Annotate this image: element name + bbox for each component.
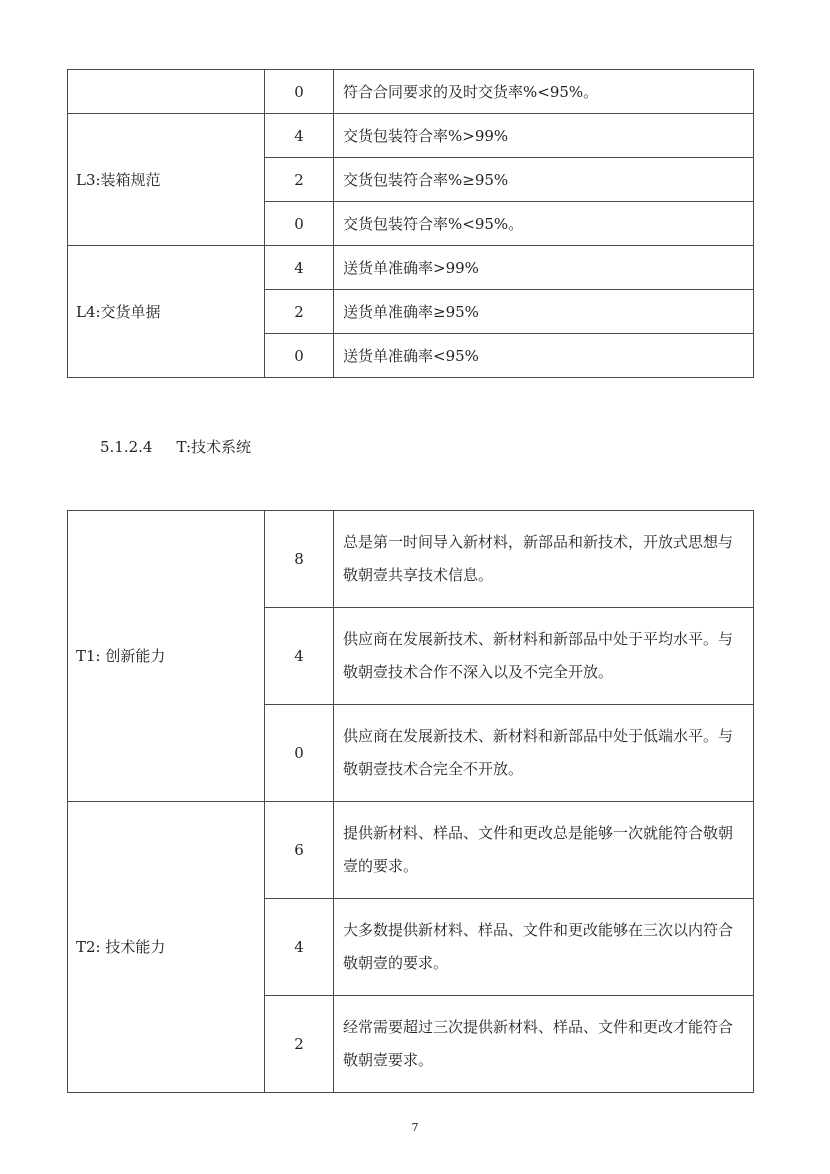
description-cell: 总是第一时间导入新材料，新部品和新技术，开放式思想与敬朝壹共享技术信息。 (334, 511, 754, 608)
description-cell: 提供新材料、样品、文件和更改总是能够一次就能符合敬朝壹的要求。 (334, 802, 754, 899)
description-cell: 交货包装符合率%>99% (334, 114, 754, 158)
score-cell: 2 (265, 290, 334, 334)
description-cell: 大多数提供新材料、样品、文件和更改能够在三次以内符合敬朝壹的要求。 (334, 899, 754, 996)
table-row (68, 114, 754, 158)
category-cell-t2: T2: 技术能力 (68, 802, 265, 1093)
category-cell-t1: T1: 创新能力 (68, 511, 265, 802)
score-cell: 4 (265, 246, 334, 290)
description-cell: 送货单准确率<95% (334, 334, 754, 378)
score-cell: 8 (265, 511, 334, 608)
description-cell: 送货单准确率>99% (334, 246, 754, 290)
section-number: 5.1.2.4 (100, 438, 153, 456)
table-row (68, 802, 754, 899)
description-cell: 符合合同要求的及时交货率%<95%。 (334, 70, 754, 114)
section-title: T:技术系统 (176, 438, 252, 456)
score-cell: 4 (265, 608, 334, 705)
table-row (68, 246, 754, 290)
description-cell: 交货包装符合率%<95%。 (334, 202, 754, 246)
table-row (68, 511, 754, 608)
description-cell: 送货单准确率≥95% (334, 290, 754, 334)
score-cell: 4 (265, 899, 334, 996)
section-heading (100, 436, 251, 457)
description-cell: 经常需要超过三次提供新材料、样品、文件和更改才能符合敬朝壹要求。 (334, 996, 754, 1093)
criteria-table-technology (67, 510, 754, 1093)
table-row (68, 70, 754, 114)
score-cell: 0 (265, 70, 334, 114)
score-cell: 0 (265, 202, 334, 246)
category-cell-l4: L4:交货单据 (68, 246, 265, 378)
score-cell: 6 (265, 802, 334, 899)
score-cell: 2 (265, 996, 334, 1093)
score-cell: 2 (265, 158, 334, 202)
score-cell: 0 (265, 705, 334, 802)
criteria-table-logistics (67, 69, 754, 378)
description-cell: 供应商在发展新技术、新材料和新部品中处于平均水平。与敬朝壹技术合作不深入以及不完全开放。 (334, 608, 754, 705)
description-cell: 供应商在发展新技术、新材料和新部品中处于低端水平。与敬朝壹技术合完全不开放。 (334, 705, 754, 802)
category-cell-empty (68, 70, 265, 114)
description-cell: 交货包装符合率%≥95% (334, 158, 754, 202)
category-cell-l3: L3:装箱规范 (68, 114, 265, 246)
score-cell: 0 (265, 334, 334, 378)
score-cell: 4 (265, 114, 334, 158)
page-number: 7 (411, 1121, 419, 1134)
